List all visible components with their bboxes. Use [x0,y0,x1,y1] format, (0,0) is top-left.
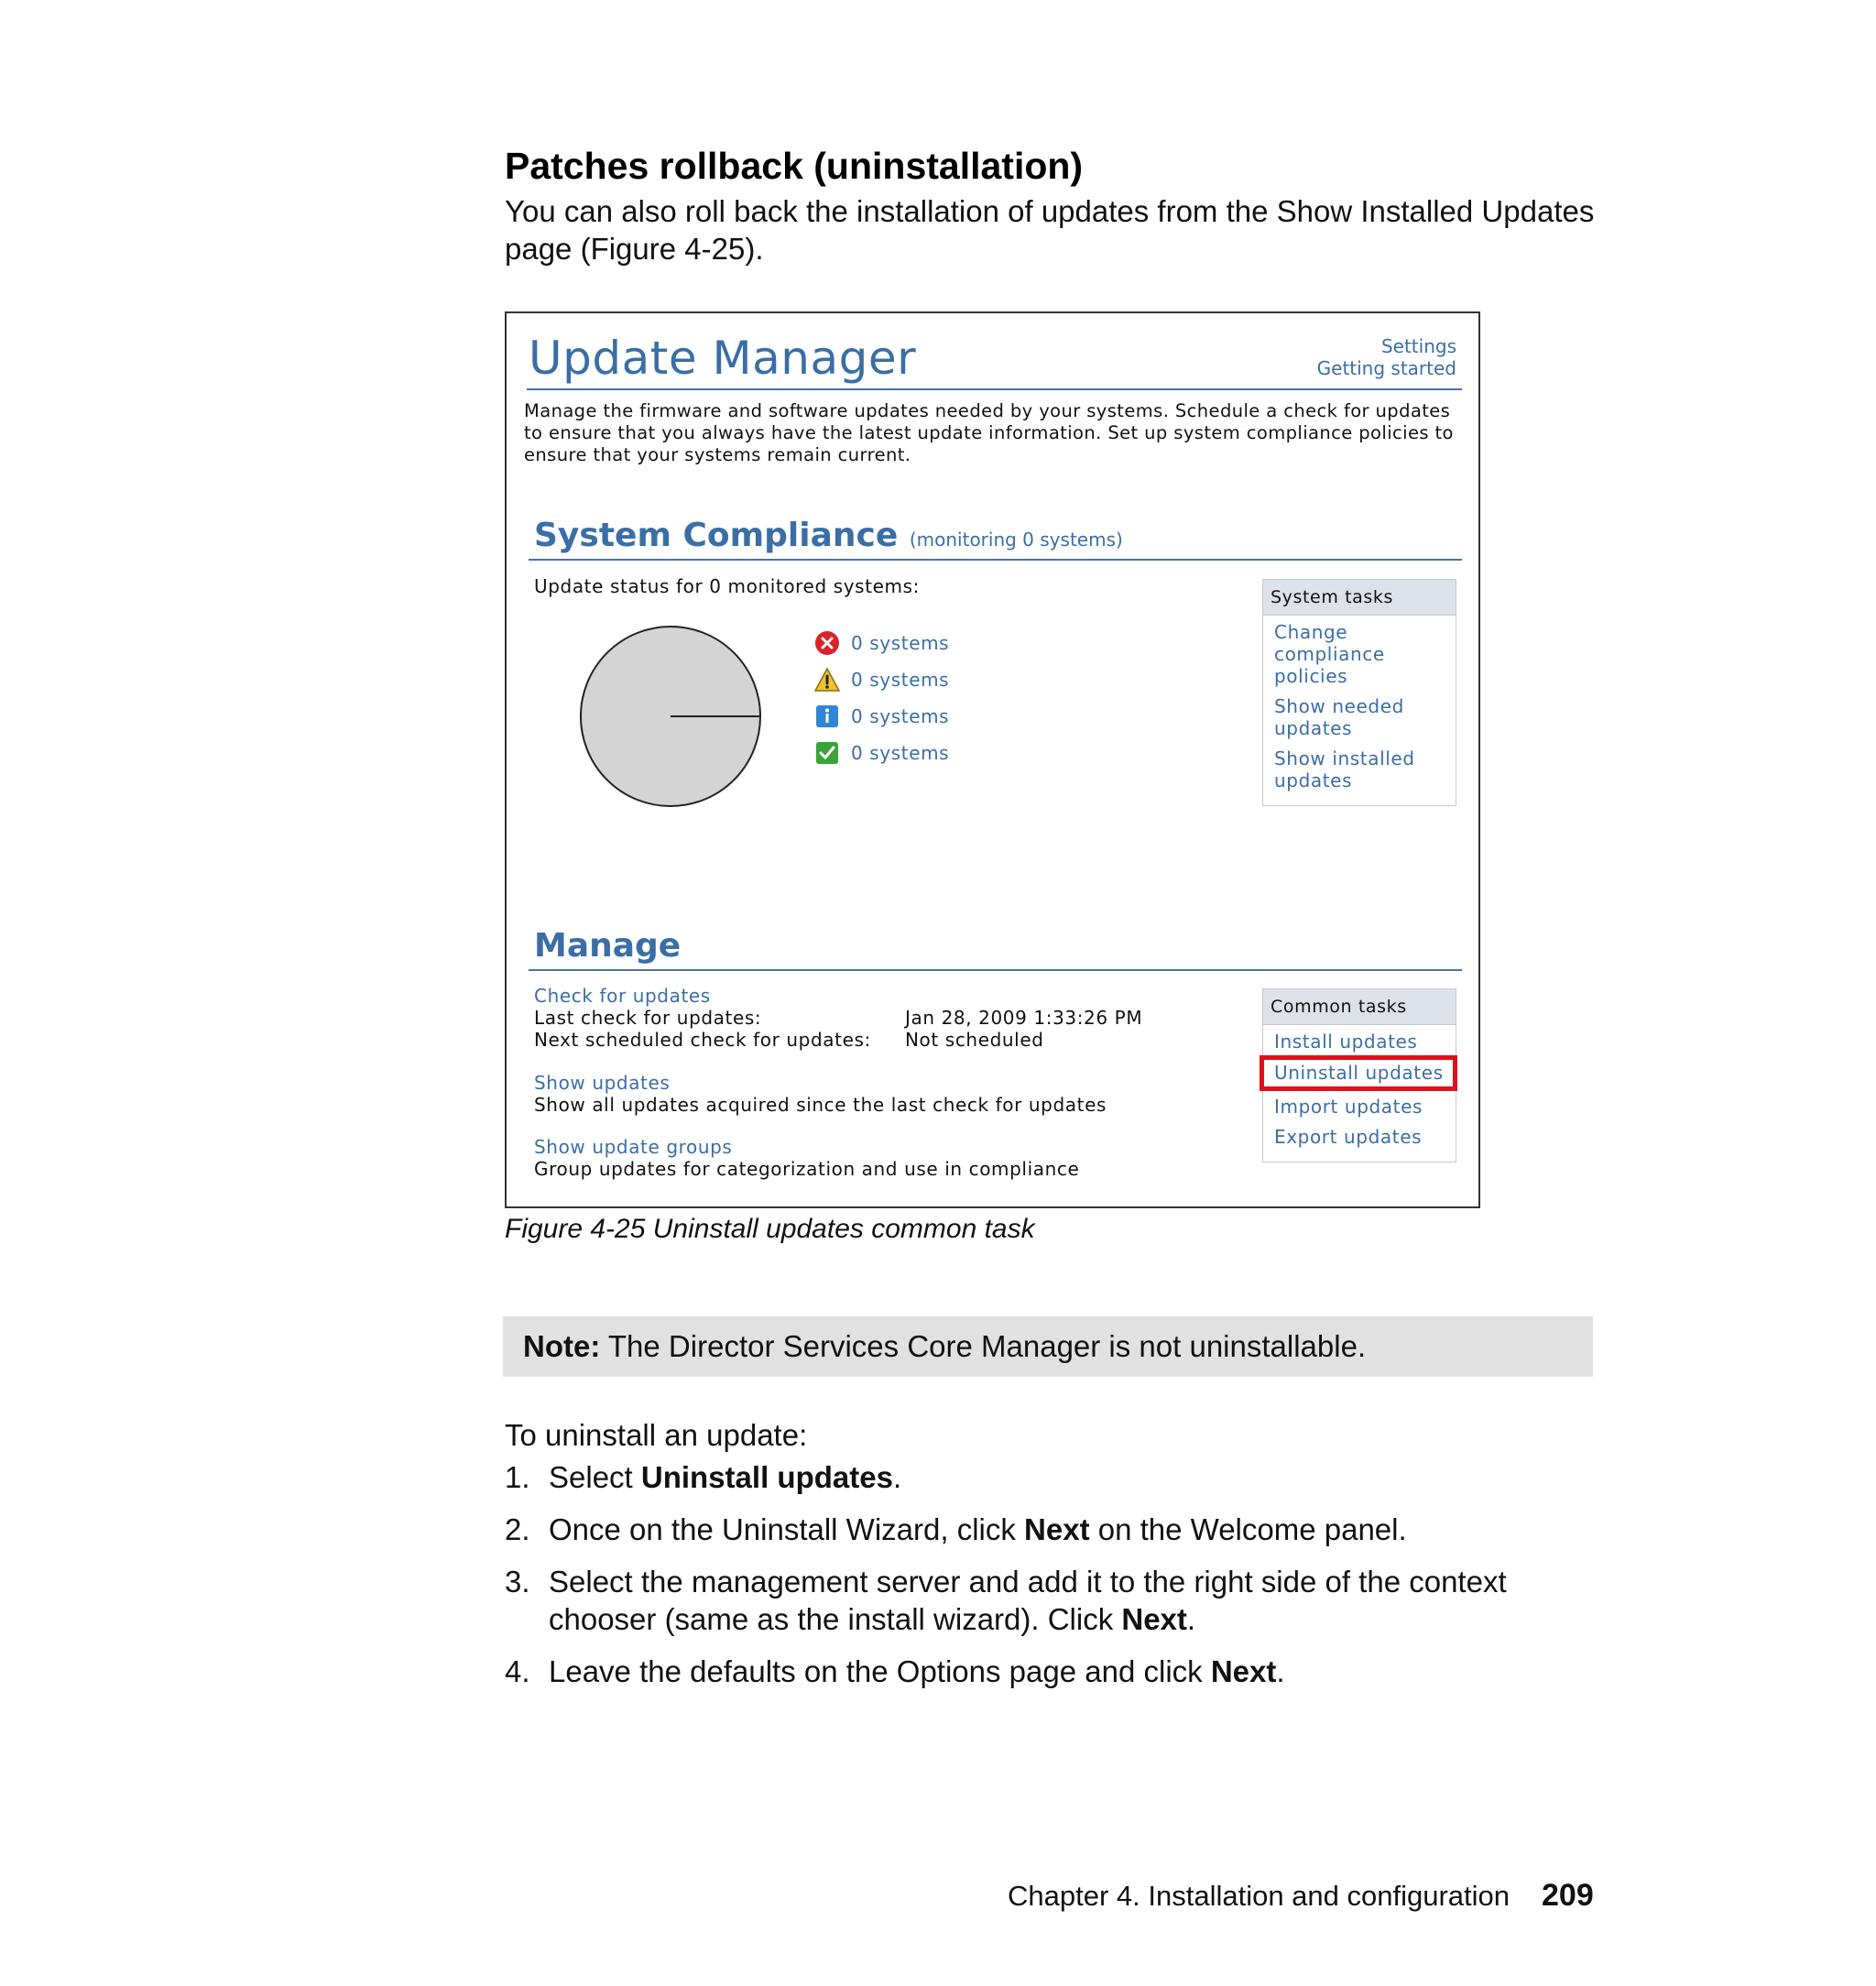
step-text: on the Welcome panel. [1089,1512,1407,1546]
system-compliance-heading [534,517,1123,554]
title-divider [527,388,1462,390]
status-ok-row[interactable] [814,739,949,767]
step-emphasis: Next [1210,1654,1277,1688]
update-manager-description: Manage the firmware and software updates needed by your systems. Schedule a check for updates to ensure that you always have the latest update information. Set up system compliance policies to ensure that your systems remain current. [524,400,1454,465]
footer-chapter: Chapter 4. Installation and configuration [1008,1880,1511,1912]
step-2 [505,1511,1604,1548]
update-manager-title: Update Manager [529,332,917,385]
update-status-label: Update status for 0 monitored systems: [534,575,920,597]
page-number: 209 [1542,1878,1594,1913]
common-tasks-header: Common tasks [1263,989,1456,1025]
status-info-row[interactable] [814,703,949,730]
steps-intro: To uninstall an update: [505,1418,808,1452]
manage-divider [529,969,1462,971]
show-update-groups-description: Group updates for categorization and use in compliance [534,1158,1080,1180]
system-compliance-title: System Compliance [534,517,899,554]
install-updates-link[interactable]: Install updates [1274,1031,1418,1053]
step-number: 1. [505,1460,530,1494]
step-emphasis: Next [1024,1512,1090,1546]
change-compliance-policies-link[interactable]: Change compliance policies [1274,621,1385,687]
settings-link[interactable]: Settings [1380,335,1456,357]
check-for-updates-link[interactable]: Check for updates [534,985,711,1007]
step-text: . [1276,1654,1285,1688]
step-text: . [892,1460,902,1494]
common-tasks-panel [1262,988,1456,1162]
warning-icon [814,667,840,693]
show-updates-link[interactable]: Show updates [534,1072,671,1094]
show-updates-description: Show all updates acquired since the last check for updates [534,1094,1107,1116]
step-4 [505,1653,1604,1690]
compliance-pie-chart [579,625,762,808]
step-number: 4. [505,1654,530,1688]
step-text: . [1186,1602,1196,1636]
section-heading: Patches rollback (uninstallation) [505,145,1084,187]
step-text: Once on the Uninstall Wizard, click [549,1512,1025,1546]
update-manager-screenshot [505,311,1480,1208]
last-check-label: Last check for updates: [534,1007,762,1029]
note-box [503,1316,1593,1377]
compliance-divider [529,559,1462,561]
step-3 [505,1563,1604,1638]
intro-paragraph: You can also roll back the installation of updates from the Show Installed Updates page (Figure 4-25). [505,194,1595,266]
uninstall-highlight-box [1260,1055,1457,1091]
status-info-count[interactable]: 0 systems [851,705,950,727]
system-tasks-header: System tasks [1263,580,1456,616]
step-text: Select [549,1460,641,1494]
step-number: 2. [505,1512,530,1546]
check-icon [814,740,840,766]
steps-list [505,1458,1604,1705]
info-icon [814,704,840,729]
step-emphasis: Uninstall updates [640,1460,893,1494]
figure-caption: Figure 4-25 Uninstall updates common task [505,1214,1035,1244]
next-check-label: Next scheduled check for updates: [534,1029,871,1051]
monitoring-count: (monitoring 0 systems) [909,529,1123,551]
status-ok-count[interactable]: 0 systems [851,742,950,764]
status-warning-row[interactable] [814,666,949,693]
getting-started-link[interactable]: Getting started [1316,357,1456,379]
error-icon [814,630,840,656]
system-tasks-panel [1262,579,1456,806]
step-emphasis: Next [1121,1602,1187,1636]
show-update-groups-link[interactable]: Show update groups [534,1136,733,1158]
status-warning-count[interactable]: 0 systems [851,669,950,691]
note-text: The Director Services Core Manager is not uninstallable. [600,1329,1367,1363]
step-text: Leave the defaults on the Options page and click [549,1654,1211,1688]
show-installed-updates-link[interactable]: Show installed updates [1274,747,1415,791]
step-text: Select the management server and add it to the right side of the context chooser (same as the install wizard). Click [549,1565,1507,1636]
status-error-count[interactable]: 0 systems [851,632,950,654]
next-check-value: Not scheduled [905,1029,1044,1051]
last-check-value: Jan 28, 2009 1:33:26 PM [905,1007,1143,1029]
status-error-row[interactable] [814,629,949,657]
step-number: 3. [505,1565,530,1599]
show-needed-updates-link[interactable]: Show needed updates [1274,695,1404,739]
manage-heading: Manage [534,927,682,965]
uninstall-updates-link[interactable]: Uninstall updates [1274,1062,1444,1084]
import-updates-link[interactable]: Import updates [1274,1096,1423,1118]
export-updates-link[interactable]: Export updates [1274,1126,1423,1148]
note-label: Note: [523,1329,601,1363]
step-1 [505,1458,1604,1496]
